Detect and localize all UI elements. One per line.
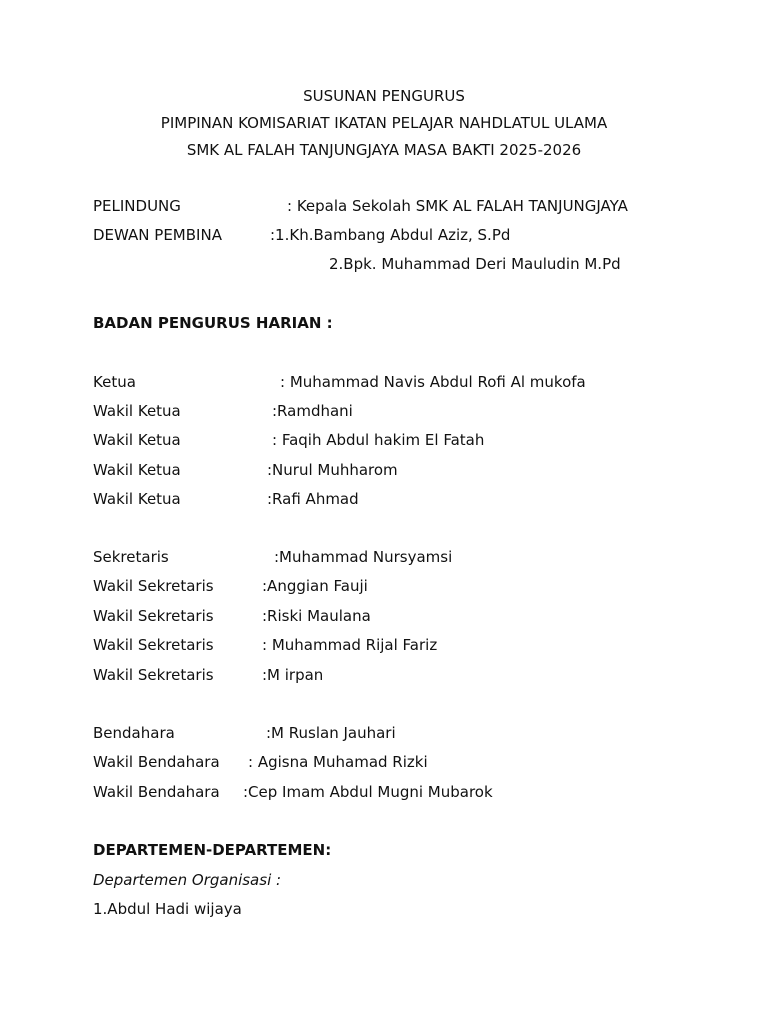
officer-value: :Cep Imam Abdul Mugni Mubarok <box>243 783 493 801</box>
officer-value: :Nurul Muhharom <box>267 461 398 479</box>
document-subtitle: PIMPINAN KOMISARIAT IKATAN PELAJAR NAHDLATUL ULAMA <box>160 114 608 132</box>
officer-label: Bendahara <box>93 724 175 742</box>
officer-label: Wakil Sekretaris <box>93 636 214 654</box>
officer-value: :Rafi Ahmad <box>267 490 359 508</box>
officer-label: Wakil Ketua <box>93 431 181 449</box>
pelindung-label: PELINDUNG <box>93 197 181 215</box>
officer-label: Wakil Sekretaris <box>93 577 214 595</box>
officer-value: :Muhammad Nursyamsi <box>274 548 453 566</box>
officer-label: Wakil Sekretaris <box>93 607 214 625</box>
officer-label: Wakil Bendahara <box>93 783 220 801</box>
departemen-organisasi-heading: Departemen Organisasi : <box>93 871 282 889</box>
officer-value: :M irpan <box>262 666 324 684</box>
officer-label: Wakil Ketua <box>93 461 181 479</box>
officer-value: :M Ruslan Jauhari <box>266 724 396 742</box>
officer-value: : Muhammad Rijal Fariz <box>262 636 438 654</box>
officer-label: Wakil Bendahara <box>93 753 220 771</box>
departemen-heading: DEPARTEMEN-DEPARTEMEN: <box>93 841 332 859</box>
officer-value: : Faqih Abdul hakim El Fatah <box>272 431 485 449</box>
officer-label: Wakil Ketua <box>93 402 181 420</box>
pelindung-value: : Kepala Sekolah SMK AL FALAH TANJUNGJAYA <box>287 197 628 215</box>
officer-value: :Ramdhani <box>272 402 353 420</box>
document-title: SUSUNAN PENGURUS <box>303 87 465 105</box>
dewan-pembina-value-1: :1.Kh.Bambang Abdul Aziz, S.Pd <box>270 226 511 244</box>
officer-value: :Riski Maulana <box>262 607 371 625</box>
dewan-pembina-value-2: 2.Bpk. Muhammad Deri Mauludin M.Pd <box>329 255 621 273</box>
officer-label: Sekretaris <box>93 548 169 566</box>
officer-label: Wakil Sekretaris <box>93 666 214 684</box>
bph-heading: BADAN PENGURUS HARIAN : <box>93 314 333 332</box>
officer-value: : Agisna Muhamad Rizki <box>248 753 428 771</box>
officer-label: Ketua <box>93 373 136 391</box>
document-subtitle-period: SMK AL FALAH TANJUNGJAYA MASA BAKTI 2025-2026 <box>186 141 582 159</box>
departemen-member: 1.Abdul Hadi wijaya <box>93 900 242 918</box>
officer-value: :Anggian Fauji <box>262 577 368 595</box>
dewan-pembina-label: DEWAN PEMBINA <box>93 226 222 244</box>
officer-label: Wakil Ketua <box>93 490 181 508</box>
officer-value: : Muhammad Navis Abdul Rofi Al mukofa <box>280 373 586 391</box>
